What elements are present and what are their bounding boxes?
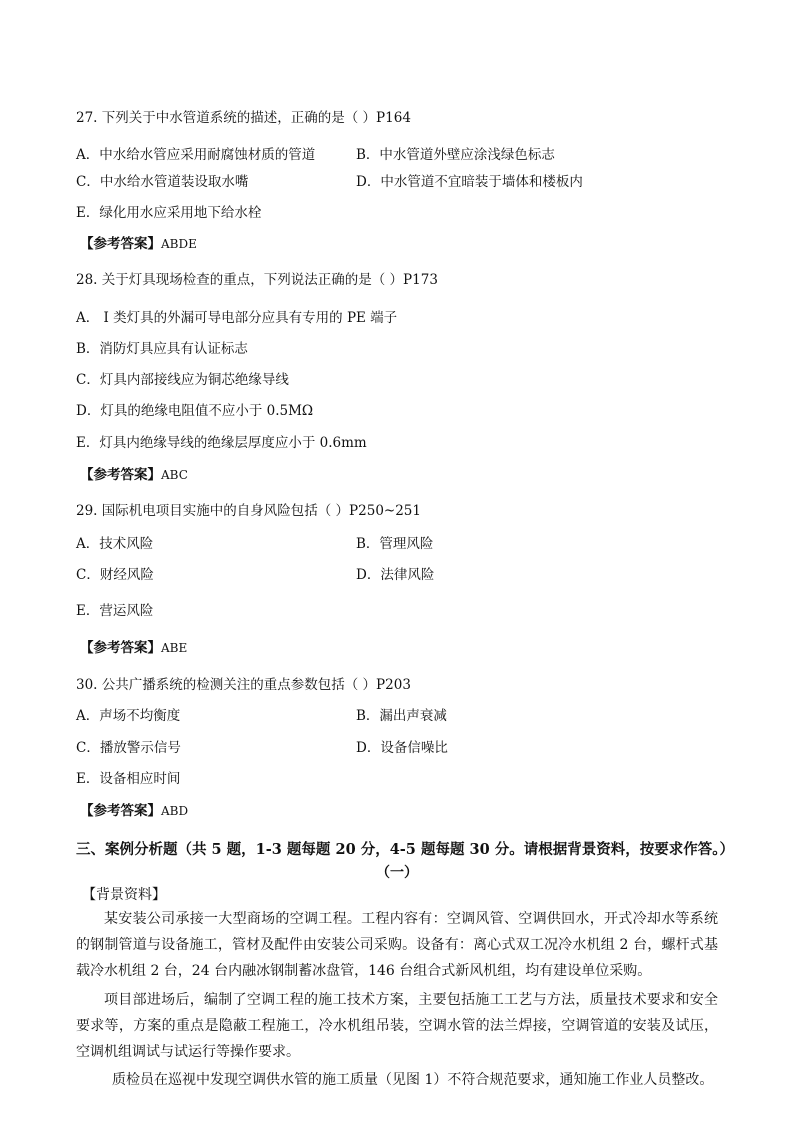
answer-label: 【参考答案】 [80,640,161,656]
answer-value: ABD [161,804,189,818]
question-29-option-c: C．财经风险 [76,567,154,583]
question-28-option-d: D．灯具的绝缘电阻值不应小于 0.5MΩ [76,403,314,419]
question-30-stem: 30. 公共广播系统的检测关注的重点参数包括（ ）P203 [76,677,411,693]
question-30-option-e: E．设备相应时间 [76,771,181,787]
case-number-text: （一） [376,865,418,881]
question-28-option-b: B．消防灯具应具有认证标志 [76,341,248,357]
answer-value: ABE [161,641,188,655]
question-27-stem: 27. 下列关于中水管道系统的描述，正确的是（ ）P164 [76,110,411,126]
question-29-option-d: D．法律风险 [356,567,435,583]
question-30-option-c: C．播放警示信号 [76,740,181,756]
answer-value: ABDE [161,237,197,251]
question-27-option-c: C．中水给水管道装设取水嘴 [76,174,249,190]
question-29-option-a: A．技术风险 [76,536,154,552]
question-29-answer [80,639,187,657]
background-label: 【背景资料】 [82,887,166,903]
question-28-option-a: A． I 类灯具的外漏可导电部分应具有专用的 PE 端子 [76,310,398,326]
question-27-option-a: A．中水给水管应采用耐腐蚀材质的管道 [76,147,316,163]
question-27-answer [80,235,197,253]
question-29-stem: 29. 国际机电项目实施中的自身风险包括（ ）P250~251 [76,503,421,519]
background-paragraph-2: 项目部进场后，编制了空调工程的施工技术方案，主要包括施工工艺与方法，质量技术要求和安全要求等，方案的重点是隐蔽工程施工，冷水机组吊装，空调水管的法兰焊接，空调管道的安装及试压，空调机组调试与试运行等操作要求。 [76,992,718,1060]
question-30-option-a: A．声场不均衡度 [76,708,181,724]
question-27-option-b: B．中水管道外壁应涂浅绿色标志 [356,147,555,163]
answer-label: 【参考答案】 [80,467,161,483]
question-29-option-e: E．营运风险 [76,603,154,619]
answer-label: 【参考答案】 [80,236,161,252]
question-30-answer [80,802,188,820]
question-29-option-b: B．管理风险 [356,536,434,552]
background-paragraph-1: 某安装公司承接一大型商场的空调工程。工程内容有：空调风管、空调供回水，开式冷却水等系统的钢制管道与设备施工，管材及配件由安装公司采购。设备有：离心式双工况冷水机组 2 台，螺杆式基载冷水机组 2 台，24 台内融冰钢制蓄冰盘管，146 台组合式新风机组，均有建设单位采购。 [76,911,718,979]
question-30-option-b: B．漏出声衰减 [356,708,447,724]
question-27-option-e: E．绿化用水应采用地下给水栓 [76,205,262,221]
section-title: 三、案例分析题（共 5 题，1-3 题每题 20 分，4-5 题每题 30 分。请根据背景资料，按要求作答。） [76,841,734,858]
background-paragraph-3: 质检员在巡视中发现空调供水管的施工质量（见图 1）不符合规范要求，通知施工作业人员整改。 [112,1072,714,1088]
answer-value: ABC [161,468,188,482]
question-28-stem: 28. 关于灯具现场检查的重点，下列说法正确的是（ ）P173 [76,272,438,288]
question-27-option-d: D．中水管道不宜暗装于墙体和楼板内 [356,174,583,190]
case-number [0,862,794,882]
question-28-answer [80,466,188,484]
question-30-option-d: D．设备信噪比 [356,740,448,756]
question-28-option-e: E．灯具内绝缘导线的绝缘层厚度应小于 0.6mm [76,435,367,451]
question-28-option-c: C．灯具内部接线应为铜芯绝缘导线 [76,372,289,388]
answer-label: 【参考答案】 [80,803,161,819]
